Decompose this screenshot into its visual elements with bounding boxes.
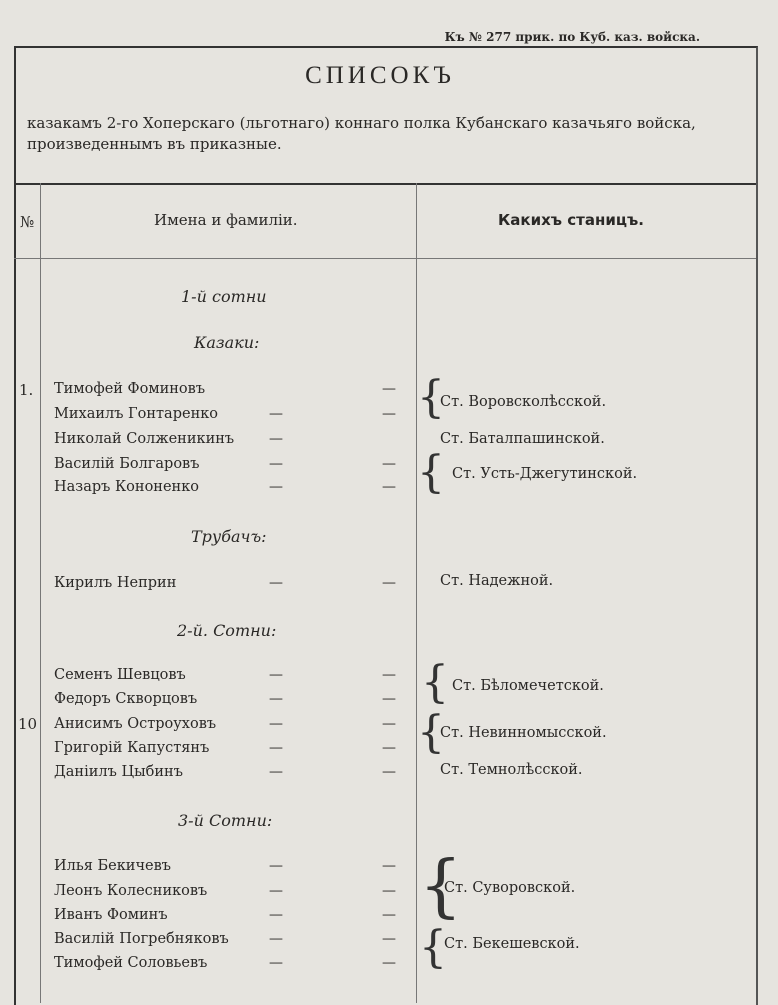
dash: — [382,883,396,899]
person-name: Николай Солженикинъ [54,431,235,447]
dash: — [269,858,283,874]
station-name: Ст. Темнолѣсской. [440,762,583,778]
dash: — [269,691,283,707]
column-header-num: № [20,213,35,231]
station-name: Ст. Бекешевской. [444,936,580,952]
dash: — [382,575,396,591]
person-name: Иванъ Фоминъ [54,907,168,923]
dash: — [269,764,283,780]
dash: — [382,716,396,732]
person-name: Леонъ Колесниковъ [54,883,208,899]
person-name: Даніилъ Цыбинъ [54,764,183,780]
dash: — [382,764,396,780]
person-name: Василій Погребняковъ [54,931,229,947]
column-divider-stations [416,183,417,1003]
column-header-stations: Какихъ станицъ. [498,211,644,229]
dash: — [269,431,283,447]
section-heading-1: 1-й сотни [181,287,267,306]
station-name: Ст. Надежной. [440,573,554,589]
dash: — [269,456,283,472]
dash: — [269,931,283,947]
header-bottom-rule [14,258,756,259]
station-name: Ст. Баталпашинской. [440,431,605,447]
dash: — [269,740,283,756]
dash: — [382,907,396,923]
dash: — [382,456,396,472]
person-name: Михаилъ Гонтаренко [54,406,219,422]
dash: — [382,931,396,947]
dash: — [269,575,283,591]
dash: — [382,381,396,397]
column-divider-num [40,183,41,1003]
dash: — [269,955,283,971]
dash: — [269,479,283,495]
person-name: Григорій Капустянъ [54,740,210,756]
dash: — [382,667,396,683]
dash: — [382,406,396,422]
dash: — [382,858,396,874]
brace: { [419,922,447,973]
station-name: Ст. Невинномысской. [440,725,607,741]
dash: — [269,406,283,422]
column-header-names: Имена и фамиліи. [154,211,298,229]
brace: { [417,447,445,498]
person-name: Василій Болгаровъ [54,456,200,472]
table-top-rule [14,183,756,185]
brace: { [419,847,463,926]
order-reference: Къ № 277 прик. по Куб. каз. войска. [444,30,700,44]
person-name: Федоръ Скворцовъ [54,691,198,707]
dash: — [269,907,283,923]
person-name: Кирилъ Неприн [54,575,177,591]
person-name: Тимофей Фоминовъ [54,381,206,397]
section-heading-3: 3-й Сотни: [178,811,273,830]
brace: { [417,372,445,423]
section-heading-2: 2-й. Сотни: [177,621,277,640]
person-name: Тимофей Соловьевъ [54,955,208,971]
dash: — [382,740,396,756]
dash: — [269,667,283,683]
dash: — [382,955,396,971]
brace: { [421,657,449,708]
row-number: 1. [19,381,34,399]
station-name: Ст. Суворовской. [444,880,576,896]
document-title: СПИСОКЪ [305,62,455,89]
dash: — [382,691,396,707]
dash: — [382,479,396,495]
dash: — [269,883,283,899]
station-name: Ст. Воровсколѣсской. [440,394,607,410]
dash: — [269,716,283,732]
person-name: Анисимъ Остроуховъ [54,716,217,732]
subsection-trubach: Трубачъ: [191,527,267,546]
person-name: Назаръ Кононенко [54,479,200,495]
subsection-kazaki: Казаки: [194,333,260,352]
intro-text: казакамъ 2-го Хоперскаго (льготнаго) коннаго полка Кубанскаго казачьяго войска, произведеннымъ въ приказные. [27,114,696,153]
row-number: 10 [18,715,38,733]
station-name: Ст. Бѣломечетской. [452,678,604,694]
person-name: Семенъ Шевцовъ [54,667,186,683]
person-name: Илья Бекичевъ [54,858,172,874]
station-name: Ст. Усть-Джегутинской. [452,466,638,482]
brace: { [417,707,445,758]
